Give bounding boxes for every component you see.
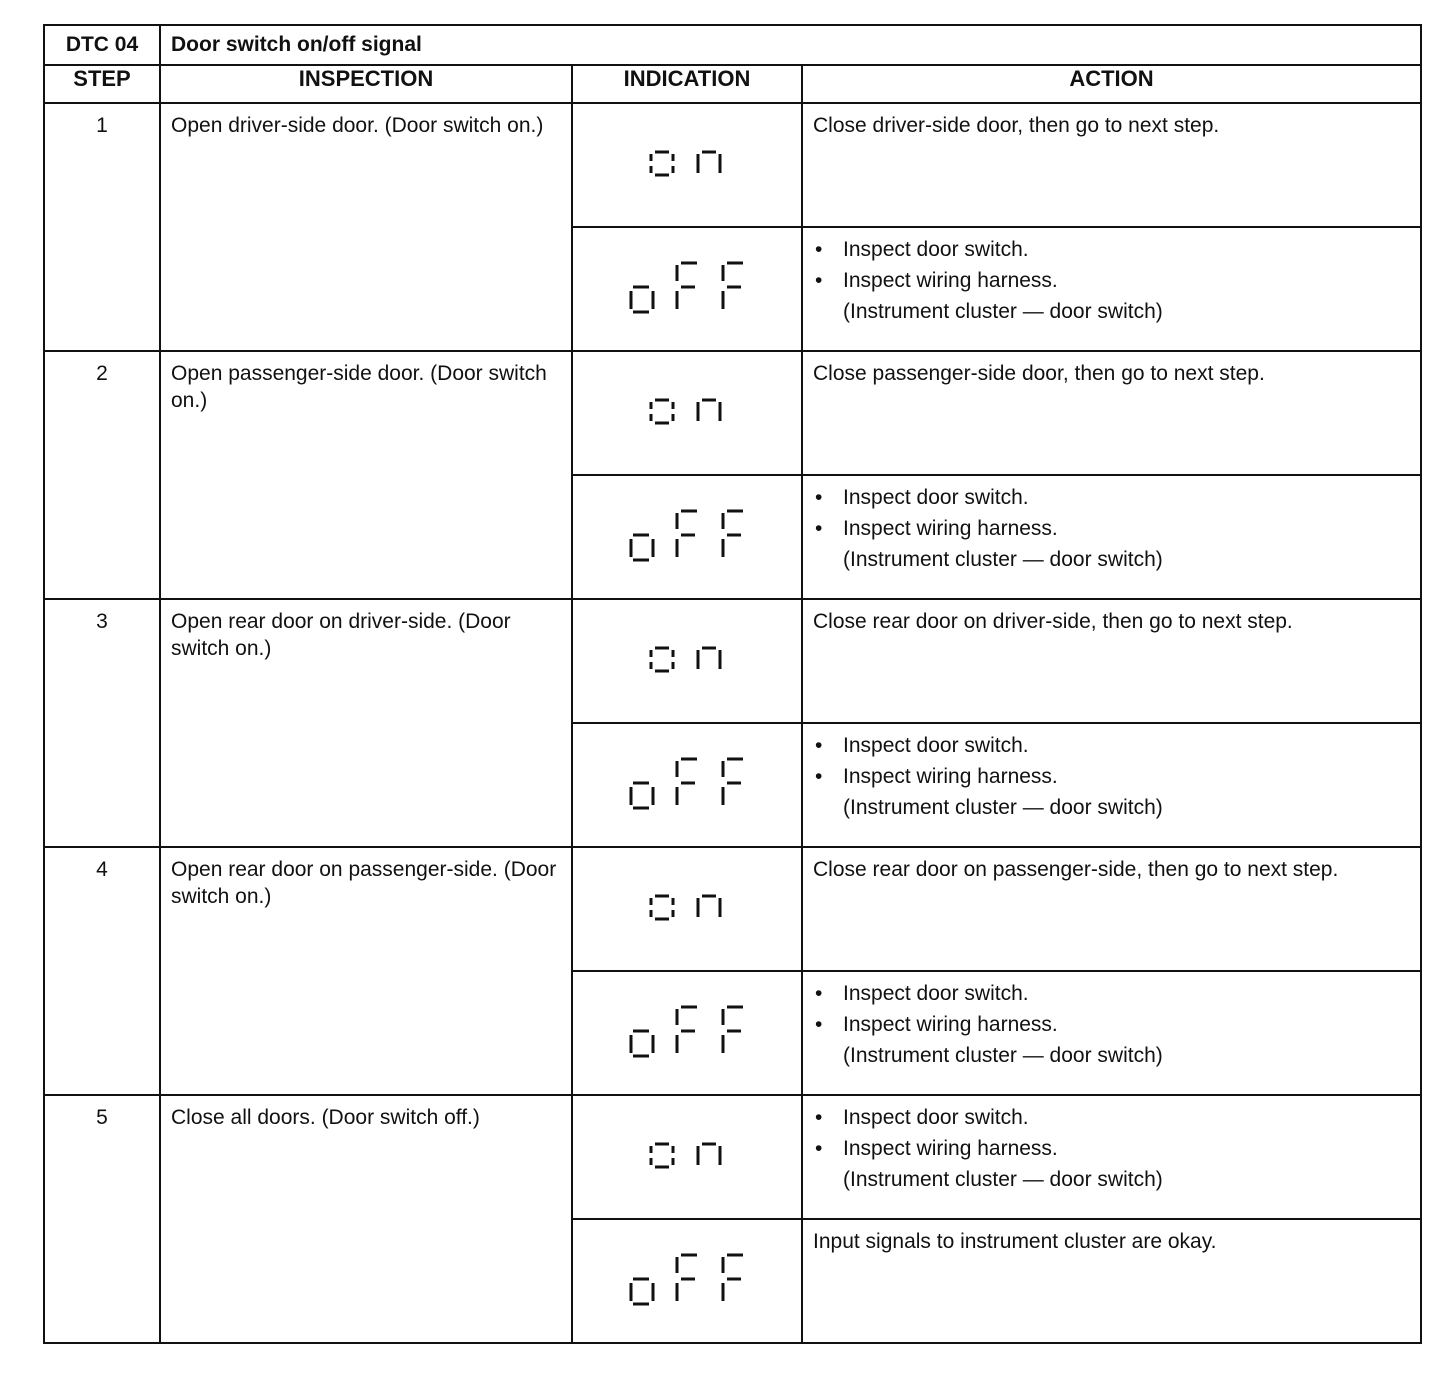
indication-on-cell bbox=[572, 351, 802, 475]
action-on-cell bbox=[802, 351, 1421, 475]
action-off-cell bbox=[802, 971, 1421, 1095]
seven-segment-on-icon bbox=[647, 148, 727, 178]
action-list bbox=[813, 732, 1410, 790]
action-bullet-text: Inspect wiring harness. bbox=[843, 1013, 1058, 1036]
indication-off-cell bbox=[572, 227, 802, 351]
action-on-cell bbox=[802, 847, 1421, 971]
action-bullet-text: Inspect wiring harness. bbox=[843, 517, 1058, 540]
column-header-inspection: INSPECTION bbox=[160, 65, 572, 103]
column-header-step: STEP bbox=[44, 65, 160, 103]
seven-segment-on-icon bbox=[647, 1140, 727, 1170]
action-bullet-text: Inspect wiring harness. bbox=[843, 269, 1058, 292]
action-bullet: • Inspect door switch. bbox=[813, 236, 1410, 263]
indication-off-cell bbox=[572, 971, 802, 1095]
table-row bbox=[44, 351, 1421, 475]
action-text: Close driver-side door, then go to next step. bbox=[813, 114, 1220, 137]
action-bullet bbox=[813, 763, 1410, 790]
action-on-cell bbox=[802, 1095, 1421, 1219]
indication-on-cell bbox=[572, 599, 802, 723]
table-row bbox=[44, 847, 1421, 971]
action-on-cell bbox=[802, 103, 1421, 227]
table-row bbox=[44, 599, 1421, 723]
seven-segment-off-icon bbox=[627, 259, 747, 315]
action-bullet: • Inspect door switch. bbox=[813, 732, 1410, 759]
action-bullet bbox=[813, 1011, 1410, 1038]
action-list bbox=[813, 1104, 1410, 1162]
indication-off-cell bbox=[572, 1219, 802, 1343]
seven-segment-on-icon bbox=[647, 644, 727, 674]
action-off-cell bbox=[802, 475, 1421, 599]
table-row bbox=[44, 103, 1421, 227]
step-number: 1 bbox=[44, 103, 160, 351]
action-bullet bbox=[813, 1135, 1410, 1162]
action-subtext: (Instrument cluster — door switch) bbox=[843, 1168, 1163, 1191]
action-text: Close rear door on passenger-side, then go to next step. bbox=[813, 858, 1339, 881]
dtc-title: Door switch on/off signal bbox=[160, 25, 1421, 65]
action-bullet: • Inspect door switch. bbox=[813, 1104, 1410, 1131]
action-text: Input signals to instrument cluster are okay. bbox=[813, 1230, 1217, 1253]
action-off-cell bbox=[802, 1219, 1421, 1343]
action-bullet-text: Inspect wiring harness. bbox=[843, 1137, 1058, 1160]
column-header-row bbox=[44, 65, 1421, 103]
action-subtext: (Instrument cluster — door switch) bbox=[843, 548, 1163, 571]
step-number: 4 bbox=[44, 847, 160, 1095]
action-bullet: • Inspect door switch. bbox=[813, 484, 1410, 511]
action-text: Close passenger-side door, then go to next step. bbox=[813, 362, 1265, 385]
table-row bbox=[44, 1095, 1421, 1219]
action-list bbox=[813, 980, 1410, 1038]
seven-segment-on-icon bbox=[647, 396, 727, 426]
step-number: 2 bbox=[44, 351, 160, 599]
action-subtext: (Instrument cluster — door switch) bbox=[843, 300, 1163, 323]
seven-segment-on-icon bbox=[647, 892, 727, 922]
inspection-cell: Close all doors. (Door switch off.) bbox=[160, 1095, 572, 1343]
seven-segment-off-icon bbox=[627, 755, 747, 811]
inspection-cell: Open rear door on driver-side. (Door switch on.) bbox=[160, 599, 572, 847]
dtc-code: DTC 04 bbox=[44, 25, 160, 65]
step-number: 3 bbox=[44, 599, 160, 847]
action-text: Close rear door on driver-side, then go to next step. bbox=[813, 610, 1293, 633]
step-number: 5 bbox=[44, 1095, 160, 1343]
seven-segment-off-icon bbox=[627, 507, 747, 563]
indication-on-cell bbox=[572, 103, 802, 227]
indication-off-cell bbox=[572, 475, 802, 599]
steps-body bbox=[44, 103, 1421, 1343]
action-bullet bbox=[813, 515, 1410, 542]
indication-on-cell bbox=[572, 847, 802, 971]
action-list bbox=[813, 236, 1410, 294]
inspection-cell: Open rear door on passenger-side. (Door switch on.) bbox=[160, 847, 572, 1095]
inspection-cell: Open passenger-side door. (Door switch on.) bbox=[160, 351, 572, 599]
title-row bbox=[44, 25, 1421, 65]
action-off-cell bbox=[802, 723, 1421, 847]
column-header-indication: INDICATION bbox=[572, 65, 802, 103]
action-on-cell bbox=[802, 599, 1421, 723]
action-subtext: (Instrument cluster — door switch) bbox=[843, 1044, 1163, 1067]
action-subtext: (Instrument cluster — door switch) bbox=[843, 796, 1163, 819]
column-header-action: ACTION bbox=[802, 65, 1421, 103]
action-bullet-text: Inspect wiring harness. bbox=[843, 765, 1058, 788]
dtc-table bbox=[43, 24, 1422, 1344]
action-list bbox=[813, 484, 1410, 542]
action-off-cell bbox=[802, 227, 1421, 351]
action-bullet: • Inspect door switch. bbox=[813, 980, 1410, 1007]
indication-on-cell bbox=[572, 1095, 802, 1219]
inspection-cell: Open driver-side door. (Door switch on.) bbox=[160, 103, 572, 351]
action-bullet bbox=[813, 267, 1410, 294]
seven-segment-off-icon bbox=[627, 1003, 747, 1059]
indication-off-cell bbox=[572, 723, 802, 847]
seven-segment-off-icon bbox=[627, 1251, 747, 1307]
